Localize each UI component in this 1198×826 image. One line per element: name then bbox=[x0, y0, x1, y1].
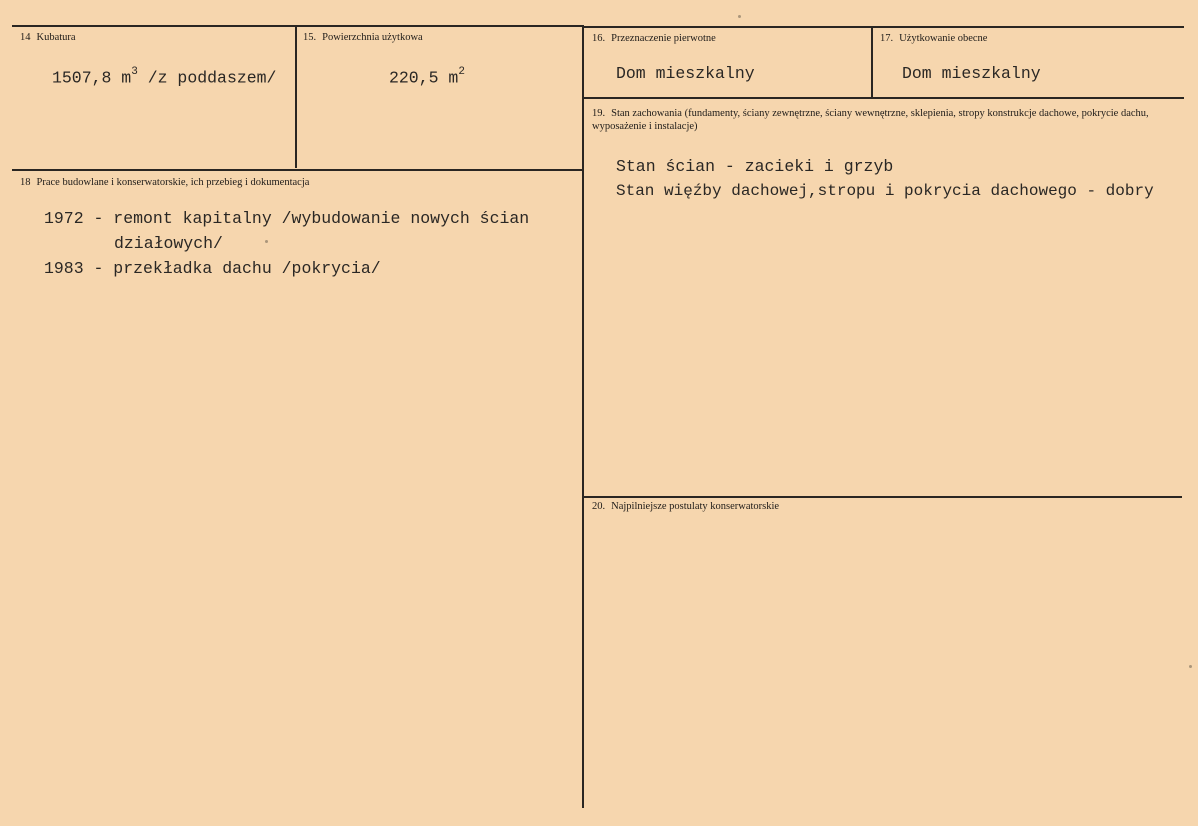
top-rule-right bbox=[584, 26, 1184, 28]
field-17-value: Dom mieszkalny bbox=[902, 64, 1041, 83]
field-19-title: Stan zachowania (fundamenty, ściany zewnętrzne, ściany wewnętrzne, sklepienia, stropy konstrukcje dachowe, pokrycie dachu, wyposażenie i instalacje) bbox=[592, 108, 1149, 132]
paper-speck bbox=[265, 240, 268, 243]
field-17-title: Użytkowanie obecne bbox=[899, 33, 988, 44]
field-18-line-2: działowych/ bbox=[114, 234, 223, 253]
kubatura-value: 1507,8 m bbox=[52, 68, 132, 88]
field-14-label bbox=[20, 31, 76, 44]
field-15-value bbox=[389, 63, 465, 90]
field-18-number: 18 bbox=[20, 177, 31, 188]
kubatura-unit-exponent: 3 bbox=[131, 66, 138, 78]
field-18-title: Prace budowlane i konserwatorskie, ich przebieg i dokumentacja bbox=[36, 177, 310, 188]
top-rule bbox=[12, 25, 582, 27]
rule-under-14-15 bbox=[12, 169, 582, 171]
rule-under-19 bbox=[584, 496, 1182, 498]
main-divider bbox=[582, 25, 584, 808]
field-17-label bbox=[880, 32, 987, 45]
field-18-line-3: 1983 - przekładka dachu /pokrycia/ bbox=[44, 259, 381, 278]
field-15-label bbox=[303, 31, 423, 44]
field-18-line-1: 1972 - remont kapitalny /wybudowanie nowych ścian bbox=[44, 209, 530, 228]
paper-speck bbox=[1189, 665, 1192, 668]
field-19-line-1: Stan ścian - zacieki i grzyb bbox=[616, 157, 894, 176]
powierzchnia-unit-exponent: 2 bbox=[458, 66, 465, 78]
field-19-number: 19. bbox=[592, 108, 606, 119]
field-20-label bbox=[592, 500, 779, 513]
field-15-title: Powierzchnia użytkowa bbox=[322, 32, 423, 43]
field-19-line-2: Stan więźby dachowej,stropu i pokrycia dachowego - dobry bbox=[616, 182, 1154, 200]
field-15-number: 15. bbox=[303, 32, 317, 43]
field-17-number: 17. bbox=[880, 33, 894, 44]
field-19-label bbox=[592, 107, 1162, 133]
field-14-number: 14 bbox=[20, 32, 31, 43]
field-20-title: Najpilniejsze postulaty konserwatorskie bbox=[611, 501, 780, 512]
field-20-number: 20. bbox=[592, 501, 606, 512]
field-18-label bbox=[20, 176, 309, 189]
kubatura-note: /z poddaszem/ bbox=[137, 68, 277, 88]
field-16-value: Dom mieszkalny bbox=[616, 64, 755, 83]
field-16-label bbox=[592, 32, 716, 45]
divider-16-17 bbox=[871, 26, 873, 98]
rule-under-16-17 bbox=[584, 97, 1184, 99]
field-14-value bbox=[52, 63, 276, 90]
divider-14-15 bbox=[295, 26, 297, 168]
paper-speck bbox=[738, 15, 741, 18]
field-16-title: Przeznaczenie pierwotne bbox=[611, 33, 716, 44]
field-14-title: Kubatura bbox=[36, 32, 76, 43]
field-16-number: 16. bbox=[592, 33, 606, 44]
powierzchnia-value: 220,5 m bbox=[389, 68, 459, 88]
